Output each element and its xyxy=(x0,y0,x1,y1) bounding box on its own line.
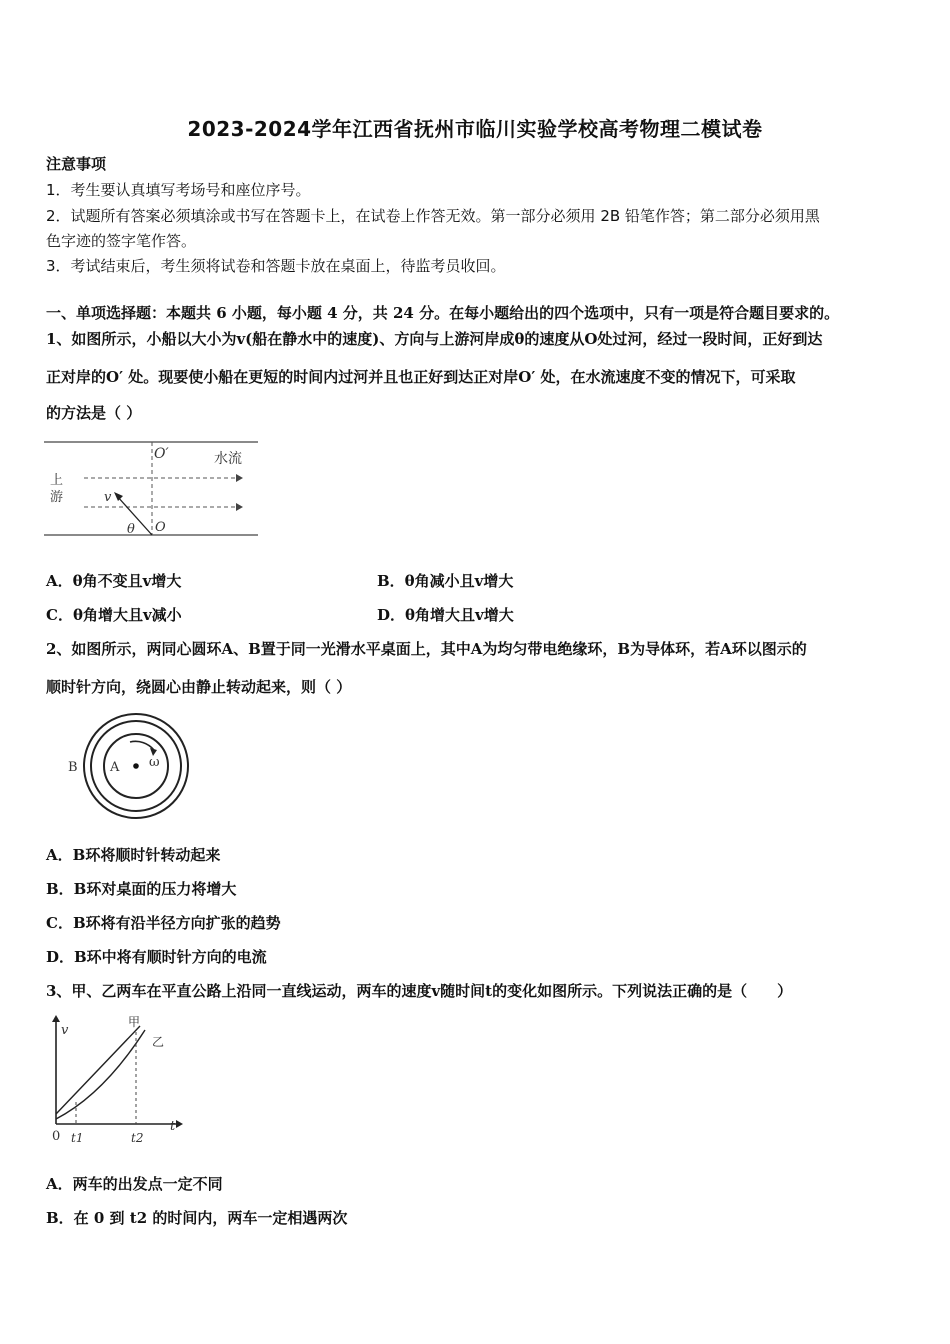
q1-text-line2: 正对岸的O′ 处。现要使小船在更短的时间内过河并且也正好到达正对岸O′ 处，在水流速度不变的情况下，可采取 xyxy=(46,368,796,386)
notice-heading: 注意事项 xyxy=(46,155,107,173)
q1-label-v: v xyxy=(104,490,112,505)
q1-label-o: O xyxy=(155,520,166,535)
q3-label-v: v xyxy=(61,1023,69,1038)
notice-item-1: 1．考生要认真填写考场号和座位序号。 xyxy=(46,181,311,199)
notice-item-2-cont: 色字迹的签字笔作答。 xyxy=(46,232,197,250)
q1-label-theta: θ xyxy=(127,522,135,537)
notice-item-2: 2．试题所有答案必须填涂或书写在答题卡上，在试卷上作答无效。第一部分必须用 2B 铅笔作答；第二部分必须用黑 xyxy=(46,207,820,225)
q1-label-upstream-1: 上 xyxy=(50,473,64,488)
q1-label-upstream-2: 游 xyxy=(50,490,64,505)
q2-option-d: D．B环中将有顺时针方向的电流 xyxy=(46,948,267,966)
q3-label-t2: t2 xyxy=(131,1131,144,1145)
q3-option-b: B．在 0 到 t2 的时间内，两车一定相遇两次 xyxy=(46,1209,348,1227)
q1-option-d: D．θ角增大且v增大 xyxy=(377,606,514,624)
q3-label-t: t xyxy=(170,1119,176,1134)
q1-option-a: A．θ角不变且v增大 xyxy=(46,572,182,590)
q2-rings-figure xyxy=(64,708,194,824)
q1-option-b: B．θ角减小且v增大 xyxy=(377,572,514,590)
q2-option-a: A．B环将顺时针转动起来 xyxy=(46,846,221,864)
q2-label-omega: ω xyxy=(149,755,160,770)
notice-item-3: 3．考试结束后，考生须将试卷和答题卡放在桌面上，待监考员收回。 xyxy=(46,257,506,275)
q3-label-origin: 0 xyxy=(52,1129,61,1144)
page-title: 2023-2024学年江西省抚州市临川实验学校高考物理二模试卷 xyxy=(187,117,763,141)
q2-text-line2: 顺时针方向，绕圆心由静止转动起来，则（ ） xyxy=(46,678,352,696)
section-heading: 一、单项选择题：本题共 6 小题，每小题 4 分，共 24 分。在每小题给出的四个选项中，只有一项是符合题目要求的。 xyxy=(46,304,840,322)
q1-label-o-prime: O′ xyxy=(154,446,169,462)
q3-label-yi: 乙 xyxy=(152,1035,165,1049)
q2-label-a: A xyxy=(110,760,120,775)
q3-text-line1: 3、甲、乙两车在平直公路上沿同一直线运动，两车的速度v随时间t的变化如图所示。下列说法正确的是（ ） xyxy=(46,982,793,1000)
q1-option-c: C．θ角增大且v减小 xyxy=(46,606,182,624)
q2-option-b: B．B环对桌面的压力将增大 xyxy=(46,880,237,898)
q3-option-a: A．两车的出发点一定不同 xyxy=(46,1175,223,1193)
q1-label-water: 水流 xyxy=(214,451,242,467)
q3-label-t1: t1 xyxy=(71,1131,84,1145)
q3-vt-graph xyxy=(44,1012,184,1148)
q2-text-line1: 2、如图所示，两同心圆环A、B置于同一光滑水平桌面上，其中A为均匀带电绝缘环，B为导体环，若A环以图示的 xyxy=(46,640,807,658)
q2-label-b: B xyxy=(68,760,78,775)
q1-text-line3: 的方法是（ ） xyxy=(46,404,142,422)
q1-text-line1: 1、如图所示，小船以大小为v(船在静水中的速度)、方向与上游河岸成θ的速度从O处过河，经过一段时间，正好到达 xyxy=(46,330,823,348)
q2-option-c: C．B环将有沿半径方向扩张的趋势 xyxy=(46,914,281,932)
q3-label-jia: 甲 xyxy=(128,1015,141,1029)
q1-river-figure xyxy=(44,438,260,542)
